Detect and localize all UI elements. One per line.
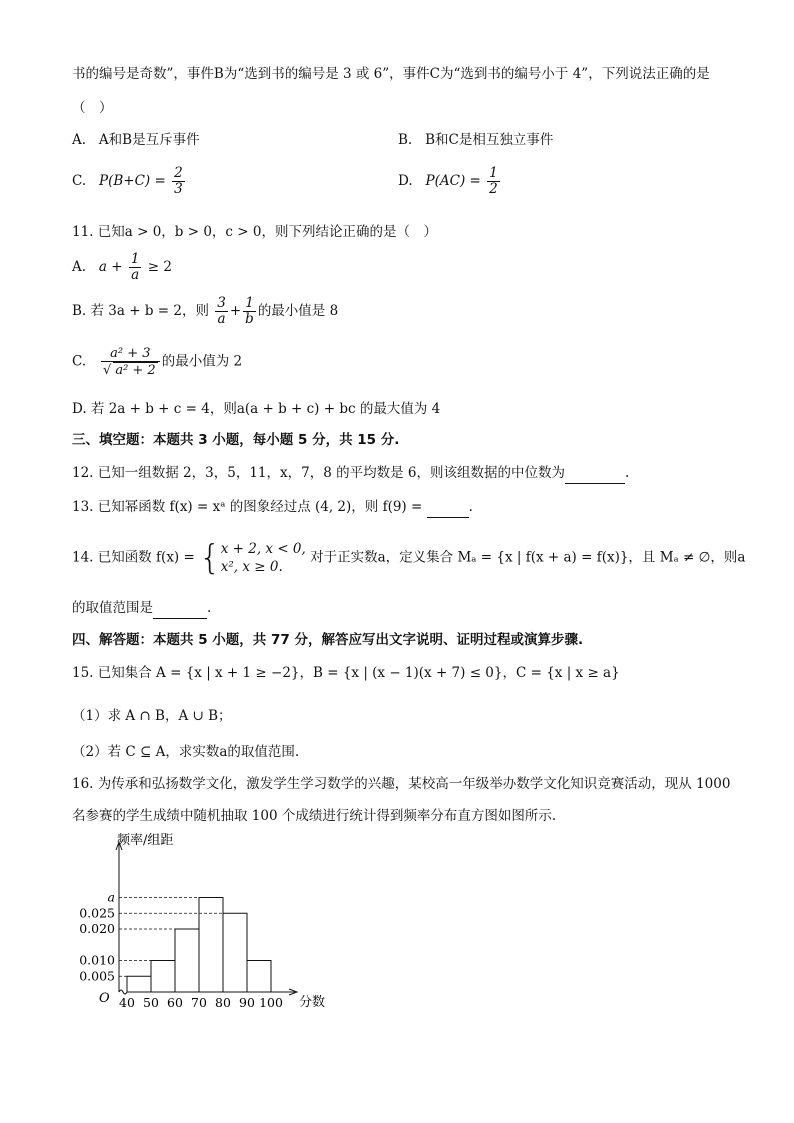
frequency-histogram	[70, 832, 326, 1017]
y-tick-label: 0.025	[79, 905, 115, 921]
x-tick-label: 50	[143, 995, 159, 1010]
q11-option-b: B. 若 3a + b = 2，则 $\frac{3}{a}$ + $\frac{1}{b}$ 的最小值是 8	[72, 295, 339, 327]
brace-icon: {	[199, 538, 221, 578]
histogram-bar	[151, 961, 175, 993]
y-tick-label: a	[107, 889, 115, 905]
x-tick-label: 90	[239, 995, 255, 1010]
histogram-bar	[223, 913, 247, 992]
axis-break-icon	[119, 990, 127, 994]
q10-line1: 书的编号是奇数”，事件B为“选到书的编号是 3 或 6”，事件C为“选到书的编号小于 4”，下列说法正确的是	[72, 66, 710, 82]
q11-stem: 11. 已知a > 0，b > 0，c > 0，则下列结论正确的是（ ）	[72, 224, 437, 240]
x-axis-label: 分数	[299, 995, 326, 1010]
section-3-heading: 三、填空题：本题共 3 小题，每小题 5 分，共 15 分.	[72, 432, 400, 448]
q11-option-d: D. 若 2a + b + c = 4，则a(a + b + c) + bc 的最大值为 4	[72, 401, 441, 417]
histogram-bar	[199, 898, 223, 993]
q12: 12. 已知一组数据 2，3，5，11，x，7，8 的平均数是 6，则该组数据的中位数为 .	[72, 463, 629, 484]
x-tick-label: 70	[191, 995, 207, 1010]
q16-line2: 名参赛的学生成绩中随机抽取 100 个成绩进行统计得到频率分布直方图如图所示.	[72, 808, 557, 824]
q14: 14. 已知函数 f(x) = { x + 2, x < 0, x², x ≥ 0. 对于正实数a，定义集合 Mₐ = {x | f(x + a) = f(x)}，且 Mₐ ≠ ∅，则a	[72, 538, 746, 578]
q10-option-d: D. P(AC) = $\frac{1}{2}$	[398, 165, 498, 197]
histogram-bar	[127, 976, 151, 992]
x-tick-label: 40	[119, 995, 135, 1010]
origin-label: O	[99, 991, 110, 1006]
x-tick-label: 100	[259, 995, 283, 1010]
q11-option-a: A. a + $\frac{1}{a}$ ≥ 2	[72, 251, 172, 283]
q15-part1: （1）求 A ∩ B，A ∪ B；	[72, 708, 232, 724]
q10-option-b: B. B和C是相互独立事件	[398, 132, 554, 148]
histogram-bar	[175, 929, 199, 992]
q10-paren: （ ）	[72, 100, 113, 116]
y-tick-label: 0.005	[79, 968, 115, 984]
fraction: $\frac{1}{a}$	[130, 251, 140, 283]
q13: 13. 已知幂函数 f(x) = xᵃ 的图象经过点 (4, 2)，则 f(9) = .	[72, 497, 473, 518]
fraction: $\frac{1}{b}$	[245, 295, 254, 327]
y-tick-label: 0.010	[79, 952, 115, 968]
fraction: $\frac{2}{3}$	[174, 165, 183, 197]
section-4-heading: 四、解答题：本题共 5 小题，共 77 分，解答应写出文字说明、证明过程或演算步骤.	[72, 632, 584, 648]
fraction: $\frac{1}{2}$	[489, 165, 498, 197]
fraction: $\frac{3}{a}$	[217, 295, 226, 327]
q11-option-c: C. $\frac{\text{a² + 3}}{\text{√ a² + 2}}$ 的最小值为 2	[72, 346, 243, 378]
fraction: $\frac{\text{a² + 3}}{\text{√ a² + 2}}$	[101, 346, 160, 378]
x-tick-label: 60	[167, 995, 183, 1010]
q15-part2: （2）若 C ⊆ A，求实数a的取值范围.	[72, 744, 300, 760]
histogram-bar	[247, 961, 271, 993]
q10-option-a: A. A和B是互斥事件	[72, 132, 200, 148]
y-tick-label: 0.020	[79, 921, 115, 936]
x-tick-label: 80	[215, 995, 231, 1010]
y-axis-label: 频率/组距	[117, 833, 174, 848]
q15-stem: 15. 已知集合 A = {x | x + 1 ≥ −2}，B = {x | (x − 1)(x + 7) ≤ 0}，C = {x | x ≥ a}	[72, 665, 620, 681]
q14-line2: 的取值范围是 .	[72, 598, 211, 619]
q16-line1: 16. 为传承和弘扬数学文化，激发学生学习数学的兴趣，某校高一年级举办数学文化知识竞赛活动，现从 1000	[72, 776, 731, 792]
q10-option-c: C. P(B+C) = $\frac{2}{3}$	[72, 165, 183, 197]
